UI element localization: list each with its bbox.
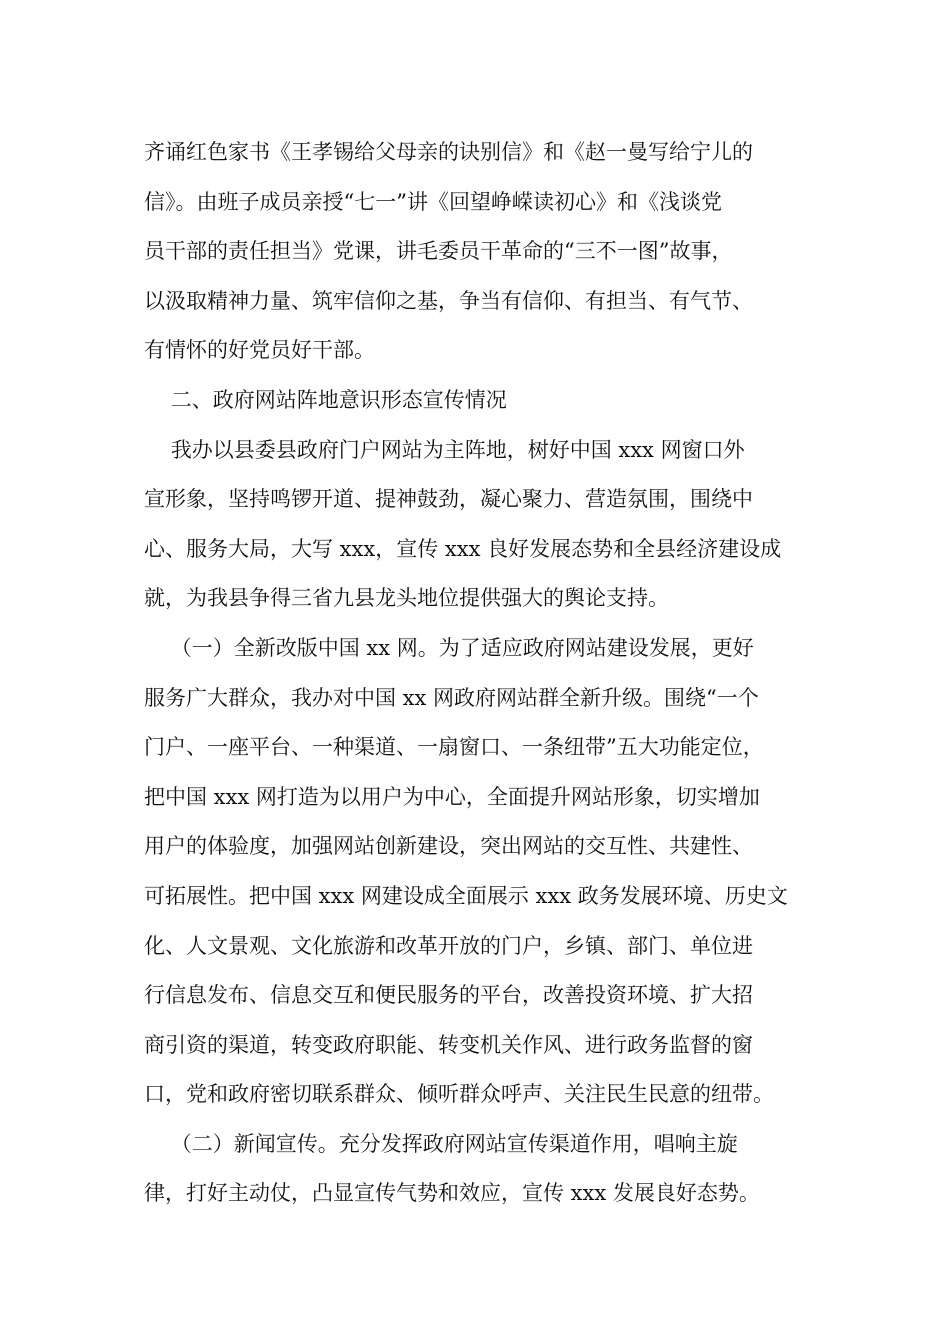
text-line: 商引资的渠道，转变政府职能、转变机关作风、进行政务监督的窗 [144, 1032, 753, 1057]
text-line: 员干部的责任担当》党课，讲毛委员干革命的“三不一图”故事， [144, 239, 733, 264]
text-line: （二）新闻宣传。充分发挥政府网站宣传渠道作用，唱响主旋 [144, 1131, 738, 1156]
text-line: 口，党和政府密切联系群众、倾听群众呼声、关注民生民意的纽带。 [144, 1082, 774, 1107]
body-text [144, 128, 824, 1219]
text-line: 信》。由班子成员亲授“七一”讲《回望峥嵘读初心》和《浅谈党 [144, 189, 722, 214]
text-line: （一）全新改版中国 xx 网。为了适应政府网站建设发展，更好 [144, 635, 754, 660]
text-line: 以汲取精神力量、筑牢信仰之基，争当有信仰、有担当、有气节、 [144, 288, 753, 313]
text-line: 门户、一座平台、一种渠道、一扇窗口、一条纽带”五大功能定位， [144, 735, 764, 760]
text-line: 行信息发布、信息交互和便民服务的平台，改善投资环境、扩大招 [144, 983, 753, 1008]
text-line: 把中国 xxx 网打造为以用户为中心，全面提升网站形象，切实增加 [144, 784, 760, 809]
text-line: 有情怀的好党员好干部。 [144, 338, 375, 363]
text-line: 我办以县委县政府门户网站为主阵地，树好中国 xxx 网窗口外 [144, 437, 745, 462]
text-line: 律，打好主动仗，凸显宣传气势和效应，宣传 xxx 发展良好态势。 [144, 1181, 760, 1206]
text-line: 用户的体验度，加强网站创新建设，突出网站的交互性、共建性、 [144, 834, 753, 859]
text-line: 可拓展性。把中国 xxx 网建设成全面展示 xxx 政务发展环境、历史文 [144, 883, 788, 908]
text-line: 化、人文景观、文化旅游和改革开放的门户，乡镇、部门、单位进 [144, 933, 753, 958]
text-line: 服务广大群众，我办对中国 xx 网政府网站群全新升级。围绕“一个 [144, 685, 759, 710]
text-line: 齐诵红色家书《王孝锡给父母亲的诀别信》和《赵一曼写给宁儿的 [144, 140, 753, 164]
section-heading: 二、政府网站阵地意识形态宣传情况 [144, 387, 507, 412]
text-line: 心、服务大局，大写 xxx，宣传 xxx 良好发展态势和全县经济建设成 [144, 536, 782, 561]
text-line: 宣形象，坚持鸣锣开道、提神鼓劲，凝心聚力、营造氛围，围绕中 [144, 487, 753, 512]
text-line: 就，为我县争得三省九县龙头地位提供强大的舆论支持。 [144, 586, 669, 611]
